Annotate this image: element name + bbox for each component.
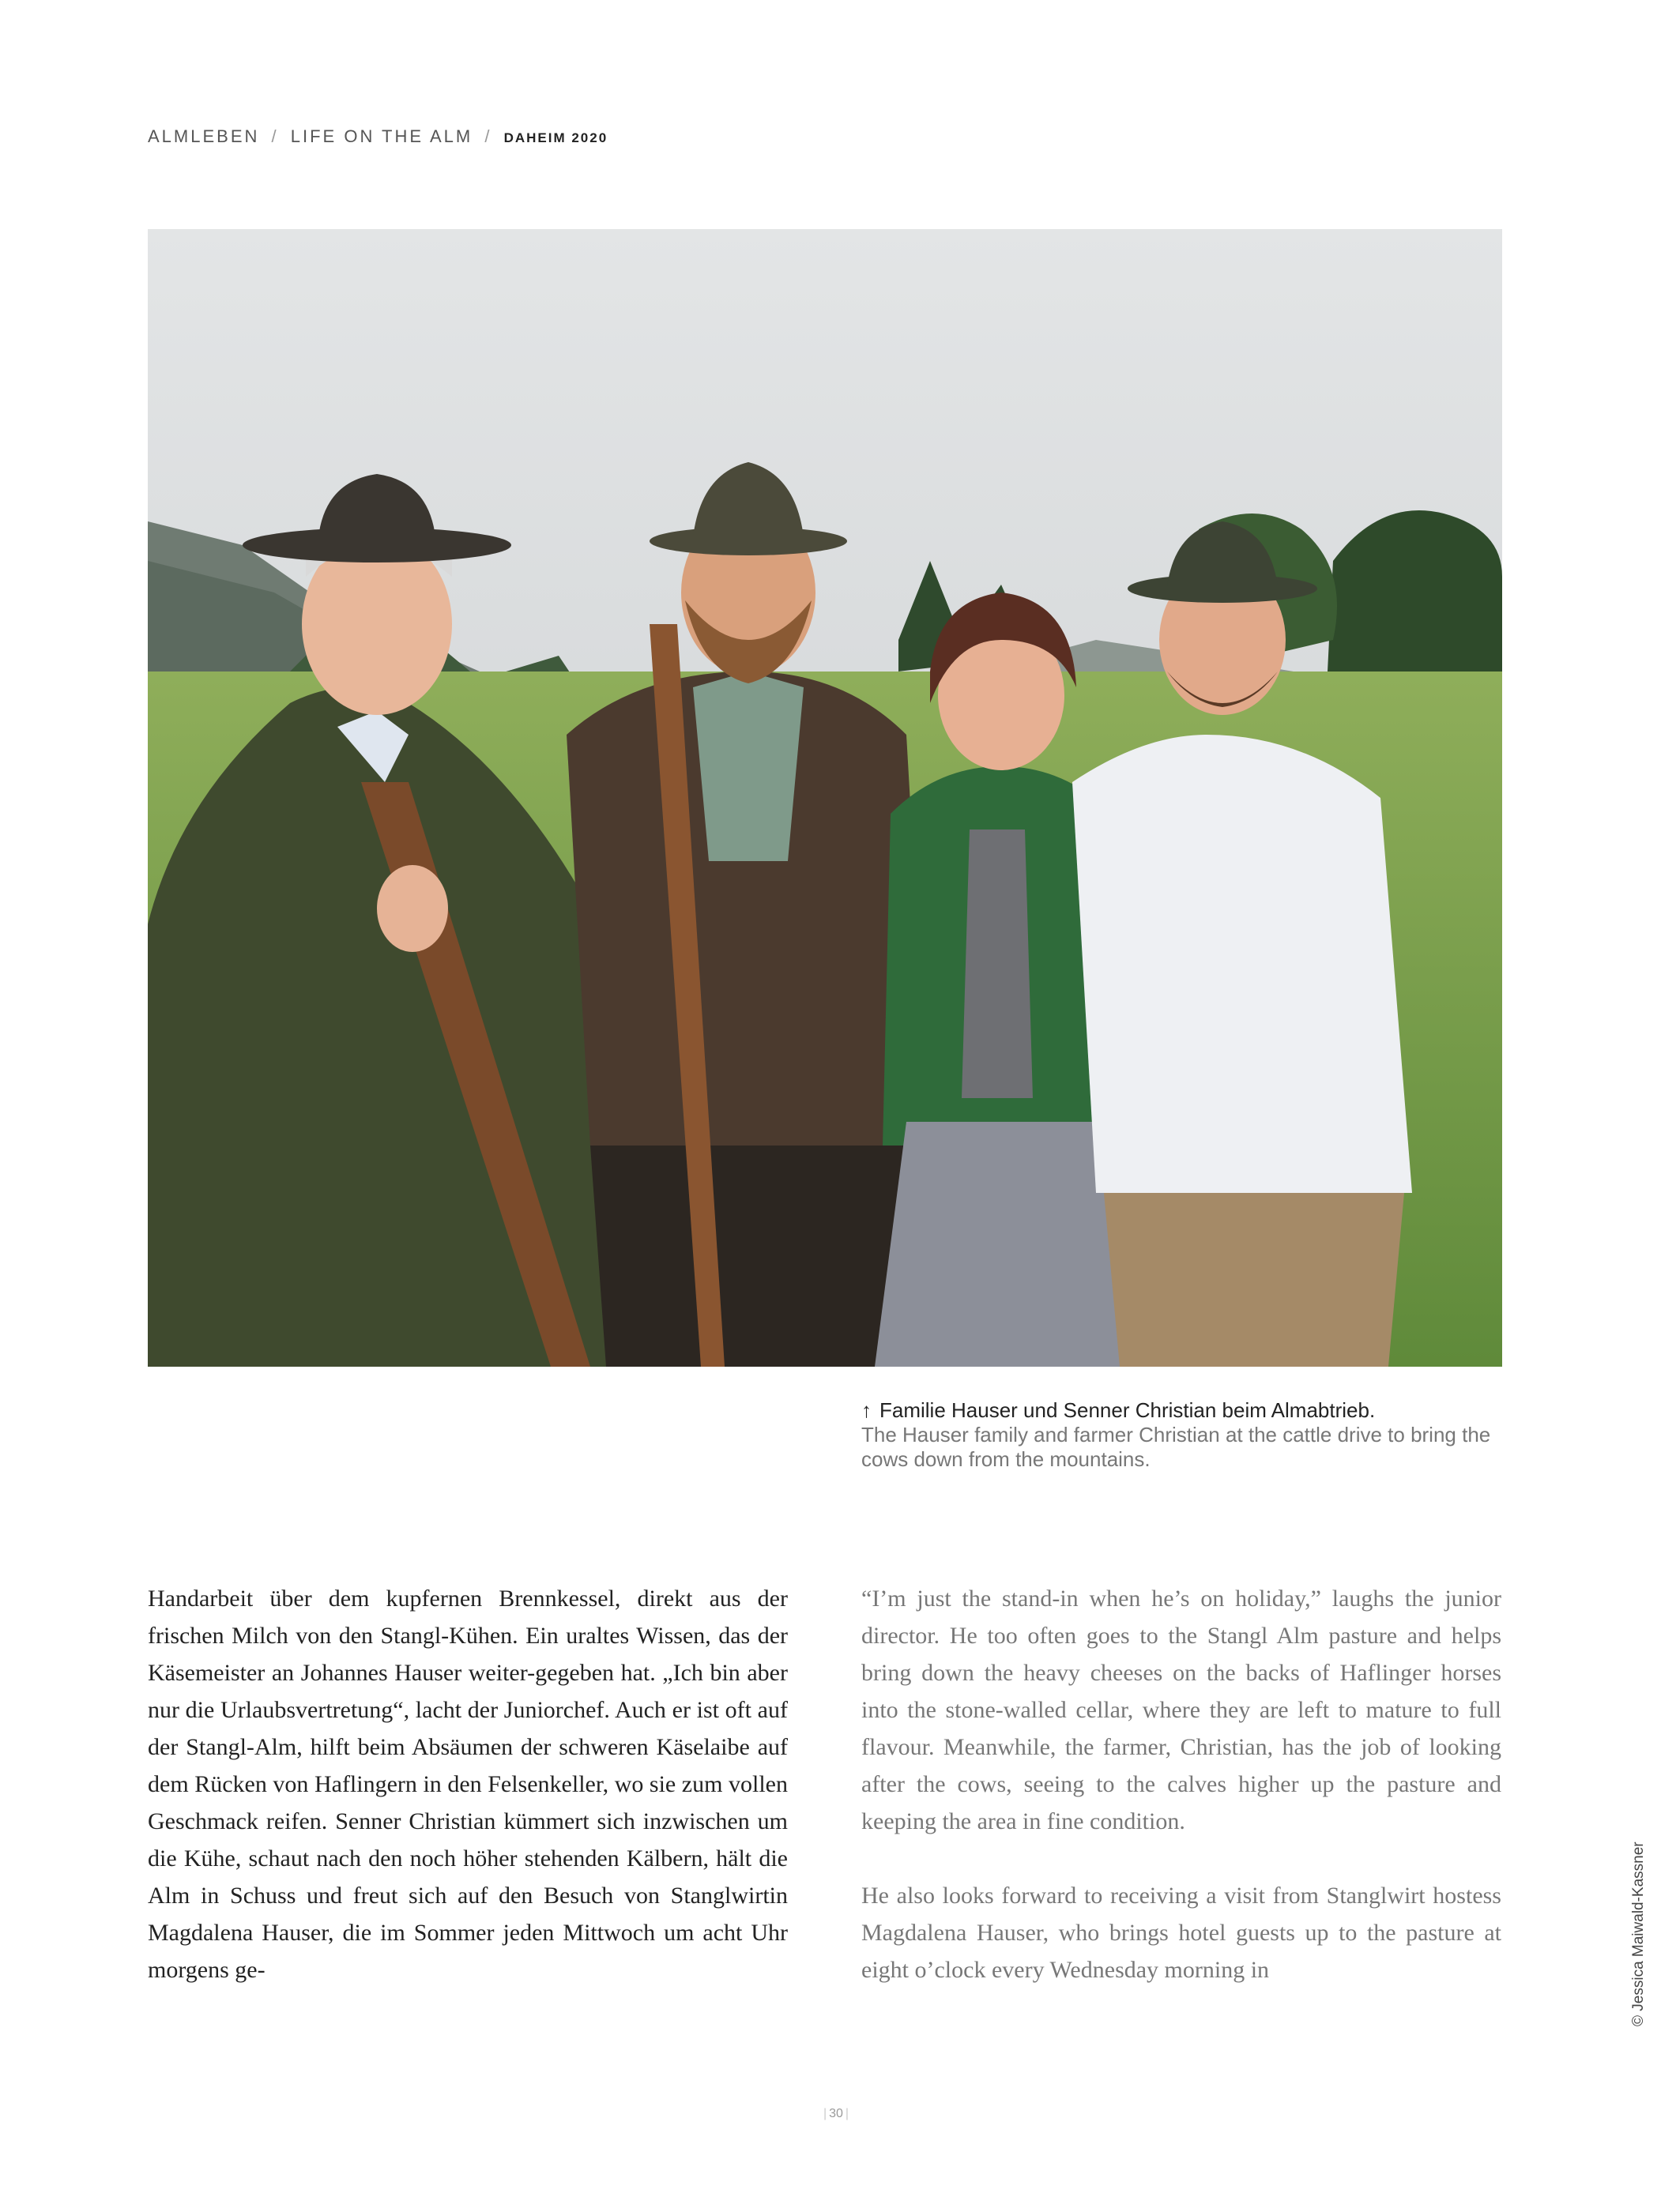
body-column-english	[861, 1580, 1501, 1988]
header-issue: DAHEIM 2020	[503, 130, 608, 145]
page-number-value: 30	[829, 2107, 843, 2120]
up-arrow-icon: ↑	[861, 1398, 872, 1422]
caption-english: The Hauser family and farmer Christian at the cattle drive to bring the cows down from the mountains.	[861, 1423, 1491, 1471]
header-section-de: ALMLEBEN	[148, 126, 260, 146]
header-separator-2: /	[484, 126, 492, 146]
body-paragraph-english-1: “I’m just the stand-in when he’s on holiday,” laughs the junior director. He too often goes to the Stangl Alm pasture and helps bring down the heavy cheeses on the backs of Haflinger horses into the stone-walled cellar, where they are left to mature to full flavour. Meanwhile, the farmer, Christian, has the job of looking after the cows, seeing to the calves higher up the pasture and keeping the area in fine condition.	[861, 1586, 1501, 1834]
header-separator: /	[271, 126, 279, 146]
page-number-divider-left: |	[823, 2107, 827, 2120]
body-column-german	[148, 1580, 788, 1988]
family-photo-illustration	[148, 229, 1502, 1367]
page-number	[812, 2107, 860, 2121]
body-paragraph-english-2: He also looks forward to receiving a visit from Stanglwirt hostess Magdalena Hauser, who brings hotel guests up to the pasture at eight o’clock every Wednesday morning in	[861, 1883, 1501, 1983]
page-number-divider-right: |	[845, 2107, 849, 2120]
family-photo	[148, 229, 1502, 1367]
body-paragraph-german: Handarbeit über dem kupfernen Brennkessel, direkt aus der frischen Milch von den Stangl-Kühen. Ein uraltes Wissen, das der Käsemeister an Johannes Hauser weiter-gegeben hat. „Ich bin aber nur die Urlaubsvertretung“, lacht der Juniorchef. Auch er ist oft auf der Stangl-Alm, hilft beim Absäumen der schweren Käselaibe auf dem Rücken von Haflingern in den Felsenkeller, wo sie zum vollen Geschmack reifen. Senner Christian kümmert sich inzwischen um die Kühe, schaut nach den noch höher stehenden Kälbern, hält die Alm in Schuss und freut sich auf den Besuch von Stanglwirtin Magdalena Hauser, die im Sommer jeden Mittwoch um acht Uhr morgens ge-	[148, 1586, 788, 1983]
running-header	[148, 126, 608, 147]
photo-credit: © Jessica Maiwald-Kassner	[1630, 1841, 1647, 2026]
caption-german-text: Familie Hauser und Senner Christian beim Almabtrieb.	[879, 1398, 1376, 1422]
header-section-en: LIFE ON THE ALM	[290, 126, 473, 146]
caption-german	[861, 1398, 1509, 1423]
photo-caption	[861, 1398, 1509, 1472]
